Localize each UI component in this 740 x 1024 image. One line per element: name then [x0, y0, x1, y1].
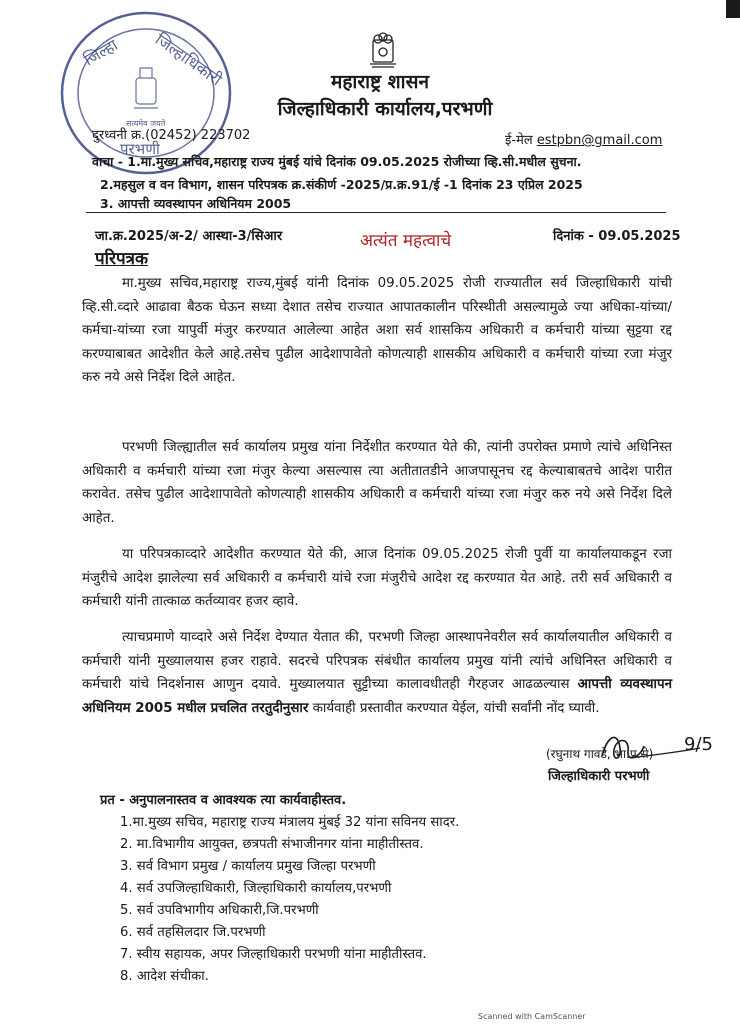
national-emblem-icon	[366, 30, 400, 70]
paragraph-4-emphasis: आपत्ती व्यवस्थापन अधिनियम 2005 मधील प्रचलित तरतुदीनुसार	[82, 677, 673, 716]
signatory-name: (रघुनाथ गावडे, भा.प्र.से)	[546, 747, 654, 761]
copy-item: 7. स्वीय सहायक, अपर जिल्हाधिकारी परभणी यांना माहीतीस्तव.	[120, 947, 427, 962]
svg-text:जिल्हा: जिल्हा	[80, 35, 121, 70]
signature-date: 9/5	[684, 734, 713, 755]
email-link[interactable]: estpbn@gmail.com	[536, 133, 663, 148]
page-edge-mark	[726, 0, 740, 18]
copy-item: 5. सर्व उपविभागीय अधिकारी,जि.परभणी	[120, 903, 319, 918]
signatory-designation: जिल्हाधिकारी परभणी	[548, 769, 650, 784]
paragraph-4-text-a: त्याचप्रमाणे याव्दारे असे निर्देश देण्यात येतात की, परभणी जिल्हा आस्थापनेवरील सर्व कार्यालयातील अधिकारी व कर्मचारी यांनी मुख्यालयास हजर राहावे. सदरचे परिपत्रक संबंधीत कार्यालय प्रमुख यांनी त्यांचे अधिनिस्त अधिकारी व कर्मचारी यांचे निदर्शनास आणुन दयावे. मुख्यालयात सुट्टीच्या कालावधीतही गैरहजर आढळल्यास	[82, 630, 672, 692]
divider	[86, 212, 666, 213]
copy-item: 2. मा.विभागीय आयुक्त, छत्रपती संभाजीनगर यांना माहीतीस्तव.	[120, 837, 424, 852]
email-label: ई-मेल	[505, 133, 533, 148]
svg-text:जिल्हाधिकारी: जिल्हाधिकारी	[151, 29, 226, 90]
copy-item: 3. सर्व विभाग प्रमुख / कार्यालय प्रमुख जिल्हा परभणी	[120, 859, 376, 874]
paragraph-3: या परिपत्रकाव्दारे आदेशीत करण्यात येते की, आज दिनांक 09.05.2025 रोजी पुर्वी या कार्यालयाकडून रजा मंजुरीचे आदेश झालेल्या सर्व अधिकारी व कर्मचारी यांचे रजा मंजुरीचे आदेश रद्द करण्यात येत आहे. तरी सर्व अधिकारी व कर्मचारी यांनी तात्काळ कर्तव्यावर हजर व्हावे.	[82, 547, 672, 609]
reference-number: जा.क्र.2025/अ-2/ आस्था-3/सिआर	[95, 229, 283, 244]
email-line	[505, 130, 662, 148]
paragraph-4-text-b: कार्यवाही प्रस्तावीत करण्यात येईल, यांची सर्वांनी नोंद घ्यावी.	[308, 700, 600, 716]
document-title: परिपत्रक	[95, 249, 149, 269]
document-date: दिनांक - 09.05.2025	[553, 229, 681, 244]
paragraph-1: मा.मुख्य सचिव,महाराष्ट्र राज्य,मुंबई यांनी दिनांक 09.05.2025 रोजी राज्यातील सर्व जिल्हाधिकारी यांची व्हि.सी.व्दारे आढावा बैठक घेऊन सध्या देशात तसेच राज्यात आपातकालीन परिस्थीती असल्यामुळे ज्या अधिका-यांच्या/ कर्मचा-यांच्या रजा यापुर्वी मंजुर करण्यात आलेल्या आहेत अशा सर्व शासकिय अधिकारी व कर्मचारी यांच्या सुट्टया रद्द करण्याबाबत आदेशीत केले आहे.तसेच पुढील आदेशापावेतो कोणत्याही शासकीय अधिकारी व कर्मचारी यांच्या रजा मंजुर करु नये असे निर्देश दिले आहेत.	[82, 276, 672, 385]
copy-item: 4. सर्व उपजिल्हाधिकारी, जिल्हाधिकारी कार्यालय,परभणी	[120, 881, 392, 896]
scanner-watermark: Scanned with CamScanner	[478, 1012, 586, 1021]
phone-number: दुरध्वनी क्र.(02452) 223702	[92, 128, 251, 143]
reference-3: 3. आपत्ती व्यवस्थापन अधिनियम 2005	[100, 196, 292, 211]
reference-1: वाचा - 1.मा.मुख्य सचिव,महाराष्ट्र राज्य मुंबई यांचे दिनांक 09.05.2025 रोजीच्या व्हि.सी.मधील सुचना.	[92, 154, 582, 169]
govt-name: महाराष्ट्र शासन	[330, 71, 429, 93]
copy-item: 8. आदेश संचीका.	[120, 969, 209, 984]
copy-to-heading: प्रत - अनुपालनास्तव व आवश्यक त्या कार्यवाहीस्तव.	[100, 793, 347, 808]
urgent-label: अत्यंत महत्वाचे	[360, 231, 452, 251]
copy-item: 1.मा.मुख्य सचिव, महाराष्ट्र राज्य मंत्रालय मुंबई 32 यांना सविनय सादर.	[120, 815, 460, 830]
paragraph-2: परभणी जिल्ह्यातील सर्व कार्यालय प्रमुख यांना निर्देशीत करण्यात येते की, त्यांनी उपरोक्त प्रमाणे त्यांचे अधिनिस्त अधिकारी व कर्मचारी यांच्या रजा मंजुर केल्या असल्यास त्या अतीतातडीने आजपासूनच रद्द केल्याबाबतचे आदेश पारीत करावेत. तसेच पुढील आदेशापावेतो कोणत्याही शासकीय अधिकारी व कर्मचारी यांच्या रजा मंजुर करु नये असे निर्देश दिले आहेत.	[82, 440, 672, 526]
svg-text:परभणी: परभणी	[120, 140, 160, 158]
paragraph-4	[82, 626, 672, 720]
reference-2: 2.महसुल व वन विभाग, शासन परिपत्रक क्र.संकीर्ण -2025/प्र.क्र.91/ई -1 दिनांक 23 एप्रिल 2025	[100, 177, 583, 192]
svg-text:सत्यमेव जयते: सत्यमेव जयते	[126, 119, 166, 128]
copy-item: 6. सर्व तहसिलदार जि.परभणी	[120, 925, 266, 940]
office-name: जिल्हाधिकारी कार्यालय,परभणी	[277, 98, 493, 120]
